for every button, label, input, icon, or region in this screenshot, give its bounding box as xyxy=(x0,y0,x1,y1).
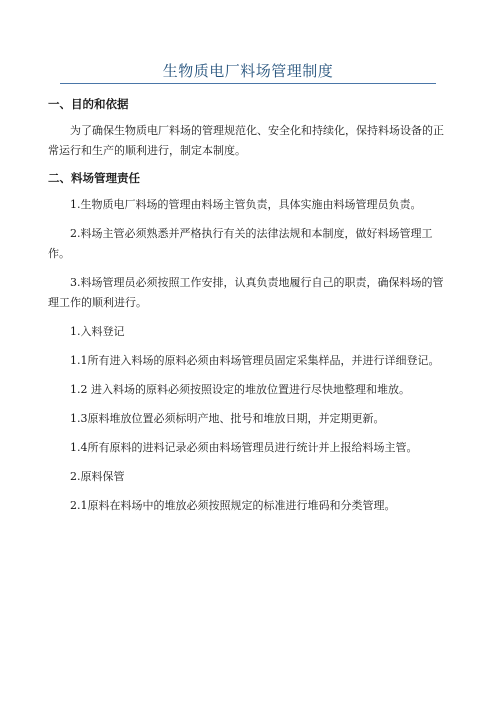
paragraph: 1.4所有原料的进料记录必须由料场管理员进行统计并上报给料场主管。 xyxy=(70,441,418,454)
paragraph: 1.入料登记 xyxy=(70,325,125,338)
paragraph: 为了确保生物质电厂料场的管理规范化、安全化和持续化，保持料场设备的正常运行和生产的顺利进行，制定本制度。 xyxy=(48,124,444,157)
paragraph: 2.料场主管必须熟悉并严格执行有关的法律法规和本制度，做好料场管理工作。 xyxy=(48,227,433,260)
title-divider xyxy=(60,83,436,84)
section-purpose xyxy=(48,96,448,161)
paragraph: 1.2 进入料场的原料必须按照设定的堆放位置进行尽快地整理和堆放。 xyxy=(70,383,410,396)
document-title: 生物质电厂料场管理制度 xyxy=(162,62,334,80)
document-body xyxy=(48,96,448,516)
paragraph: 2.原料保管 xyxy=(70,470,125,483)
paragraph: 1.生物质电厂料场的管理由料场主管负责，具体实施由料场管理员负责。 xyxy=(70,198,422,211)
paragraph: 1.1所有进入料场的原料必须由料场管理员固定采集样品，并进行详细登记。 xyxy=(70,354,440,367)
paragraph: 3.料场管理员必须按照工作安排，认真负责地履行自己的职责，确保料场的管理工作的顺利进行。 xyxy=(48,276,444,309)
paragraph: 2.1原料在料场中的堆放必须按照规定的标准进行堆码和分类管理。 xyxy=(70,499,396,512)
section-responsibility xyxy=(48,170,448,516)
section-heading: 一、目的和依据 xyxy=(48,97,129,111)
paragraph: 1.3原料堆放位置必须标明产地、批号和堆放日期，并定期更新。 xyxy=(70,412,385,425)
section-heading: 二、料场管理责任 xyxy=(48,171,140,185)
